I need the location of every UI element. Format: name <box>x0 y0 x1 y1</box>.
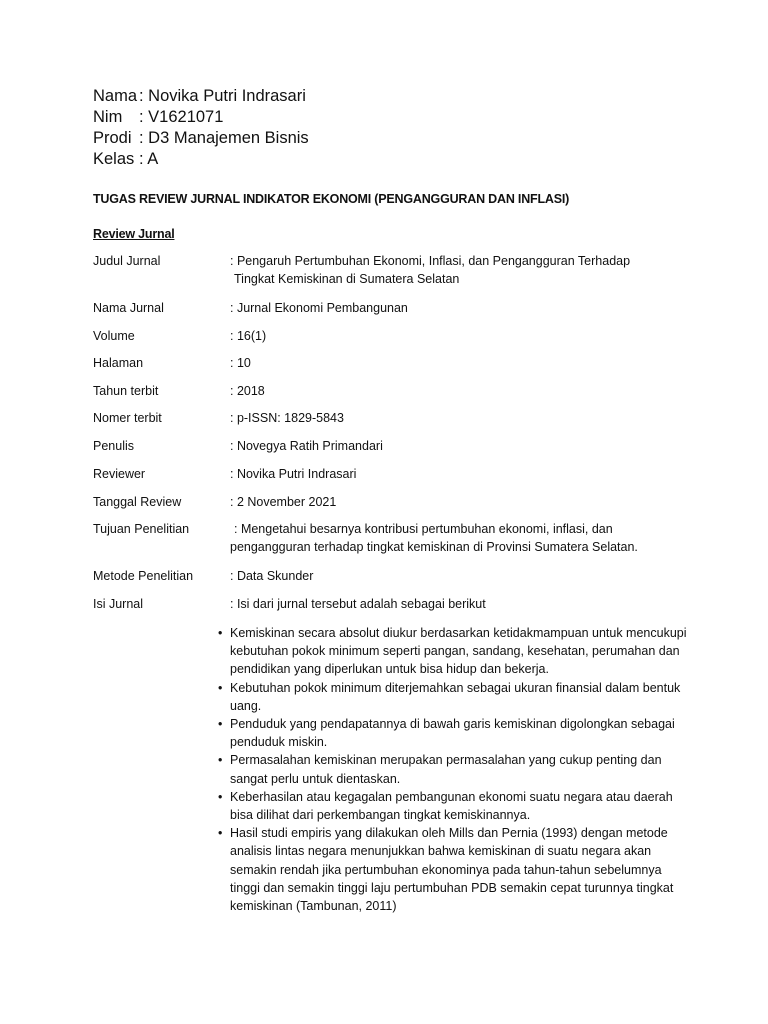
field-value: : 10 <box>230 356 251 370</box>
field-isi-jurnal <box>93 595 670 613</box>
list-item <box>218 751 688 787</box>
field-label: Tanggal Review <box>93 495 182 509</box>
field-value: : Data Skunder <box>230 569 314 583</box>
field-metode-penelitian <box>93 567 670 585</box>
list-item-text: Permasalahan kemiskinan merupakan permasalahan yang cukup penting dan sangat perlu untuk dientaskan. <box>230 753 662 786</box>
field-tahun-terbit <box>93 382 670 400</box>
identity-value: : D3 Manajemen Bisnis <box>139 128 309 149</box>
document-title: TUGAS REVIEW JURNAL INDIKATOR EKONOMI (PENGANGGURAN DAN INFLASI) <box>93 192 570 206</box>
field-label: Halaman <box>93 356 144 370</box>
field-label: Tujuan Penelitian <box>93 522 190 536</box>
field-halaman <box>93 354 670 372</box>
list-item-text: Kemiskinan secara absolut diukur berdasarkan ketidakmampuan untuk mencukupi kebutuhan pokok minimum seperti pangan, sandang, kesehatan, perumahan dan pendidikan yang diperlukan untuk bisa hidup dan bekerja. <box>230 626 687 677</box>
bullet-icon: • <box>218 626 223 640</box>
field-label: Reviewer <box>93 467 146 481</box>
field-volume <box>93 327 670 345</box>
field-nama-jurnal <box>93 299 670 317</box>
bullet-icon: • <box>218 753 223 768</box>
field-value-line: : Pengaruh Pertumbuhan Ekonomi, Inflasi, dan Pengangguran Terhadap <box>230 254 631 268</box>
field-value-line: pengangguran terhadap tingkat kemiskinan di Provinsi Sumatera Selatan. <box>230 540 638 554</box>
field-value <box>230 252 670 288</box>
field-penulis <box>93 437 670 455</box>
identity-row-prodi <box>93 128 309 149</box>
field-judul-jurnal <box>93 252 670 288</box>
field-nomer-terbit <box>93 409 670 427</box>
list-item <box>218 679 688 715</box>
identity-row-kelas <box>93 149 309 170</box>
identity-label: Kelas <box>93 150 135 168</box>
field-value-line: Tingkat Kemiskinan di Sumatera Selatan <box>234 272 460 286</box>
identity-value: : A <box>139 149 158 170</box>
bullet-icon: • <box>218 826 223 841</box>
list-item <box>218 824 688 915</box>
field-value: : Novegya Ratih Primandari <box>230 439 383 453</box>
field-tanggal-review <box>93 493 670 511</box>
identity-label: Nama <box>93 87 138 105</box>
field-label: Nama Jurnal <box>93 301 164 315</box>
list-item <box>218 788 688 824</box>
identity-label: Nim <box>93 108 123 126</box>
bullet-icon: • <box>218 789 223 804</box>
field-label: Tahun terbit <box>93 384 159 398</box>
field-value-line: : Mengetahui besarnya kontribusi pertumbuhan ekonomi, inflasi, dan <box>234 522 613 536</box>
field-label: Metode Penelitian <box>93 569 194 583</box>
identity-row-nama <box>93 86 309 107</box>
field-label: Nomer terbit <box>93 411 162 425</box>
field-label: Volume <box>93 329 135 343</box>
list-item-text: Kebutuhan pokok minimum diterjemahkan sebagai ukuran finansial dalam bentuk uang. <box>230 680 681 713</box>
field-value: : 16(1) <box>230 329 267 343</box>
field-label: Penulis <box>93 439 134 453</box>
list-item <box>218 624 688 679</box>
section-heading: Review Jurnal <box>93 227 175 241</box>
field-value: : Jurnal Ekonomi Pembangunan <box>230 301 408 315</box>
identity-label: Prodi <box>93 129 132 147</box>
bullet-icon: • <box>218 717 223 732</box>
list-item-text: Keberhasilan atau kegagalan pembangunan ekonomi suatu negara atau daerah bisa dilihat dari perkembangan tingkat kemiskinannya. <box>230 789 673 823</box>
content-bullet-list <box>218 624 688 915</box>
field-label: Isi Jurnal <box>93 597 144 611</box>
field-value <box>230 520 670 556</box>
list-item-text: Hasil studi empiris yang dilakukan oleh Mills dan Pernia (1993) dengan metode analisis lintas negara menunjukkan bahwa kemiskinan di suatu negara akan semakin rendah jika pertumbuhan ekonominya pada tahun-tahun sebelumnya tinggi dan semakin tinggi laju pertumbuhan PDB semakin cepat turunnya tingkat kemiskinan (Tambunan, 2011) <box>230 826 674 914</box>
bullet-icon: • <box>218 680 223 695</box>
field-value: : Isi dari jurnal tersebut adalah sebagai berikut <box>230 597 486 611</box>
field-label: Judul Jurnal <box>93 254 161 268</box>
field-tujuan-penelitian <box>93 520 670 556</box>
student-identity <box>93 86 309 170</box>
identity-value: : Novika Putri Indrasari <box>139 86 306 107</box>
field-value: : 2 November 2021 <box>230 495 337 509</box>
field-value: : p-ISSN: 1829-5843 <box>230 411 344 425</box>
identity-row-nim <box>93 107 309 128</box>
field-value: : 2018 <box>230 384 265 398</box>
identity-value: : V1621071 <box>139 107 223 128</box>
list-item-text: Penduduk yang pendapatannya di bawah garis kemiskinan digolongkan sebagai penduduk miskin. <box>230 717 675 750</box>
list-item <box>218 715 688 751</box>
field-value: : Novika Putri Indrasari <box>230 467 357 481</box>
field-reviewer <box>93 465 670 483</box>
